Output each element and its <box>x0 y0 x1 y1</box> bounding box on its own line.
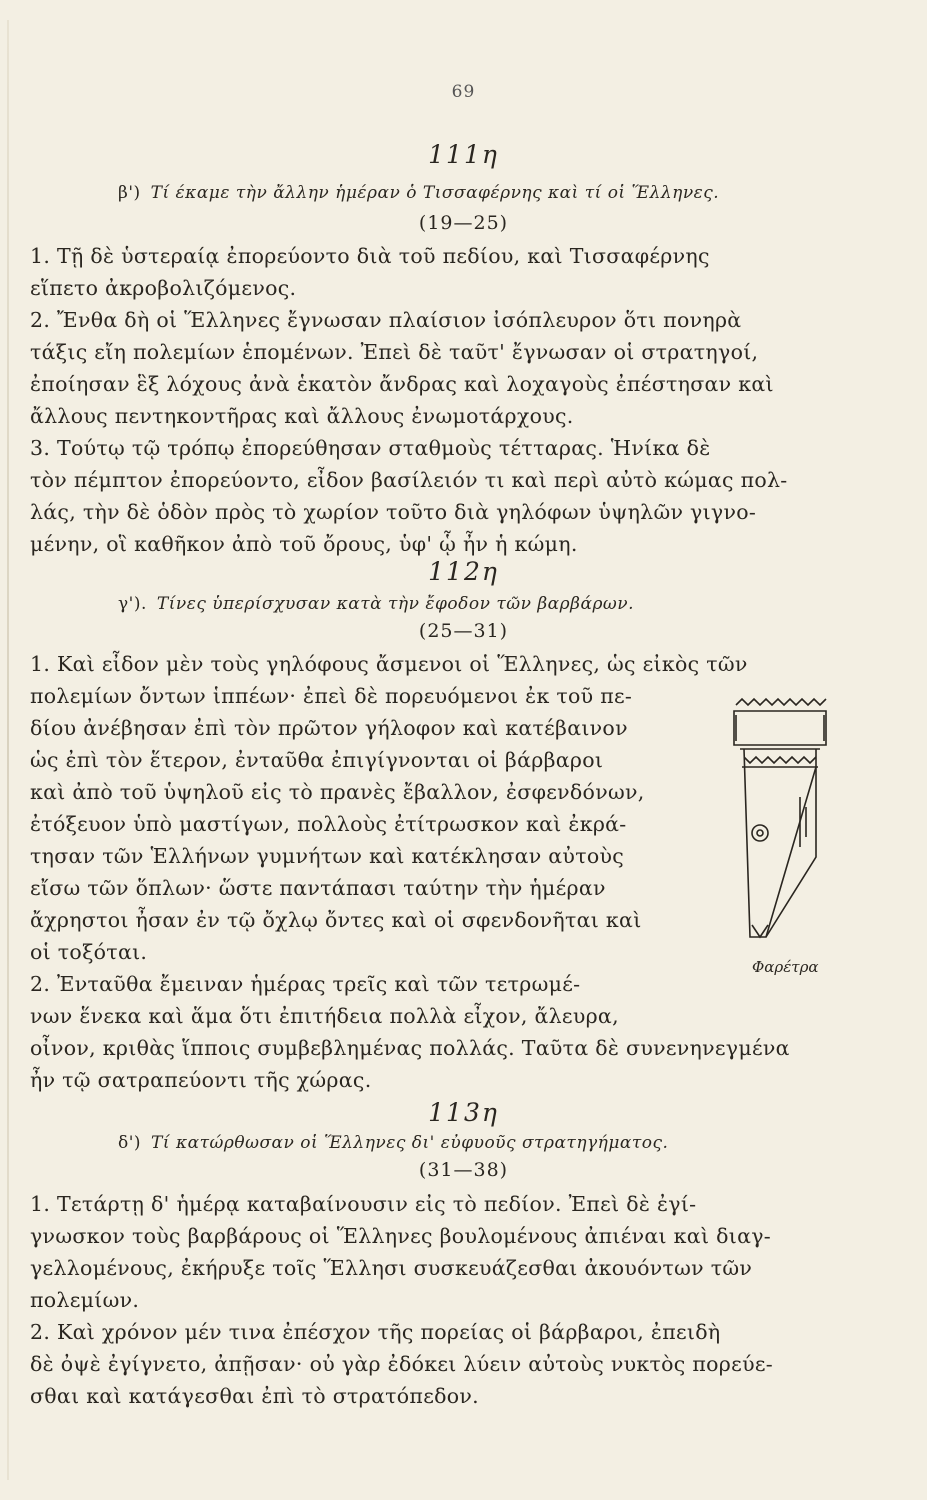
binding-shadow <box>7 20 9 1480</box>
text-line: εἴσω τῶν ὅπλων· ὥστε παντάπασι ταύτην τὴν ἡμέραν <box>30 876 606 900</box>
text-line: 1. Τετάρτῃ δ' ἡμέρᾳ καταβαίνουσιν εἰς τὸ πεδίον. Ἐπεὶ δὲ ἐγί- <box>30 1192 697 1216</box>
section-number: 112η <box>428 557 499 586</box>
verse-range: (19—25) <box>418 212 509 234</box>
text-line: νων ἕνεκα καὶ ἅμα ὅτι ἐπιτήδεια πολλὰ εἶχον, ἄλευρα, <box>30 1004 619 1028</box>
text-line: πολεμίων ὄντων ἱππέων· ἐπεὶ δὲ πορευόμενοι ἐκ τοῦ πε- <box>30 684 633 708</box>
text-line: ἄχρηστοι ἦσαν ἐν τῷ ὄχλῳ ὄντες καὶ οἱ σφενδονῆται καὶ <box>30 908 642 932</box>
text-line: τὸν πέμπτον ἐπορεύοντο, εἶδον βασίλειόν τι καὶ περὶ αὐτὸ κώμας πολ- <box>30 468 788 492</box>
text-line: ἐτόξευον ὑπὸ μαστίγων, πολλοὺς ἐτίτρωσκον καὶ ἐκρά- <box>30 812 627 836</box>
text-line: μένην, οἳ καθῆκον ἀπὸ τοῦ ὄρους, ὑφ' ᾧ ἦν ἡ κώμη. <box>30 532 578 556</box>
text-line: τάξις εἴη πολεμίων ἑπομένων. Ἐπεὶ δὲ ταῦτ' ἔγνωσαν οἱ στρατηγοί, <box>30 340 759 364</box>
text-line: 3. Τούτῳ τῷ τρόπῳ ἐπορεύθησαν σταθμοὺς τέτταρας. Ἡνίκα δὲ <box>30 436 711 460</box>
question-text: Τί έκαμε τὴν ἄλλην ἡμέραν ὁ Τισσαφέρνης καὶ τί οἱ Ἕλληνες. <box>150 183 720 203</box>
page-number: 69 <box>451 82 476 102</box>
question-label: β') <box>118 183 141 203</box>
text-line: οἱ τοξόται. <box>30 940 148 964</box>
question-label: δ') <box>118 1133 142 1153</box>
text-line: 2. Ἔνθα δὴ οἱ Ἕλληνες ἔγνωσαν πλαίσιον ἰσόπλευρον ὅτι πονηρὰ <box>30 308 742 332</box>
section-question <box>118 594 758 614</box>
section-question <box>118 1133 758 1153</box>
text-line: ἄλλους πεντηκοντῆρας καὶ ἄλλους ἐνωμοτάρχους. <box>30 404 574 428</box>
text-line: 2. Καὶ χρόνον μέν τινα ἐπέσχον τῆς πορείας οἱ βάρβαροι, ἐπειδὴ <box>30 1320 721 1344</box>
text-line: ἦν τῷ σατραπεύοντι τῆς χώρας. <box>30 1068 372 1092</box>
verse-range: (31—38) <box>418 1159 509 1181</box>
text-line: δίου ἀνέβησαν ἐπὶ τὸν πρῶτον γήλοφον καὶ κατέβαινον <box>30 716 628 740</box>
text-line: γελλομένους, ἐκήρυξε τοῖς Ἕλλησι συσκευάζεσθαι ἀκουόντων τῶν <box>30 1256 753 1280</box>
quiver-icon <box>730 697 830 947</box>
question-text: Τί κατώρθωσαν οἱ Ἕλληνες δι' εὐφυοῦς στρατηγήματος. <box>151 1133 669 1153</box>
text-line: δὲ ὀψὲ ἐγίγνετο, ἀπῇσαν· οὐ γὰρ ἐδόκει λύειν αὐτοὺς νυκτὸς πορεύε- <box>30 1352 773 1376</box>
section-question <box>118 183 758 203</box>
question-text: Τίνες ὑπερίσχυσαν κατὰ τὴν ἔφοδον τῶν βαρβάρων. <box>156 594 635 614</box>
text-line: ἐποίησαν ἓξ λόχους ἀνὰ ἑκατὸν ἄνδρας καὶ λοχαγοὺς ἐπέστησαν καὶ <box>30 372 774 396</box>
text-line: γνωσκον τοὺς βαρβάρους οἱ Ἕλληνες βουλομένους ἀπιέναι καὶ διαγ- <box>30 1224 771 1248</box>
text-line: καὶ ἀπὸ τοῦ ὑψηλοῦ εἰς τὸ πρανὲς ἔβαλλον, ἐσφενδόνων, <box>30 780 645 804</box>
text-line: 1. Καὶ εἶδον μὲν τοὺς γηλόφους ἄσμενοι οἱ Ἕλληνες, ὡς εἰκὸς τῶν <box>30 652 748 676</box>
text-line: 1. Τῇ δὲ ὑστεραίᾳ ἐπορεύοντο διὰ τοῦ πεδίου, καὶ Τισσαφέρνης <box>30 244 710 268</box>
section-number: 111η <box>428 140 499 169</box>
verse-range: (25—31) <box>418 620 509 642</box>
section-number: 113η <box>428 1098 499 1127</box>
figure-caption: Φαρέτρα <box>752 958 819 976</box>
text-line: ὡς ἐπὶ τὸν ἕτερον, ἐνταῦθα ἐπιγίγνονται οἱ βάρβαροι <box>30 748 604 772</box>
text-line: λάς, τὴν δὲ ὁδὸν πρὸς τὸ χωρίον τοῦτο διὰ γηλόφων ὑψηλῶν γιγνο- <box>30 500 757 524</box>
text-line: οἶνον, κριθὰς ἵπποις συμβεβλημένας πολλάς. Ταῦτα δὲ συνενηνεγμένα <box>30 1036 790 1060</box>
text-line: εἵπετο ἀκροβολιζόμενος. <box>30 276 297 300</box>
text-line: τησαν τῶν Ἑλλήνων γυμνήτων καὶ κατέκλησαν αὐτοὺς <box>30 844 625 868</box>
question-label: γ'). <box>118 594 147 614</box>
text-line: πολεμίων. <box>30 1288 140 1312</box>
text-line: σθαι καὶ κατάγεσθαι ἐπὶ τὸ στρατόπεδον. <box>30 1384 479 1408</box>
text-line: 2. Ἐνταῦθα ἔμειναν ἡμέρας τρεῖς καὶ τῶν τετρωμέ- <box>30 972 581 996</box>
